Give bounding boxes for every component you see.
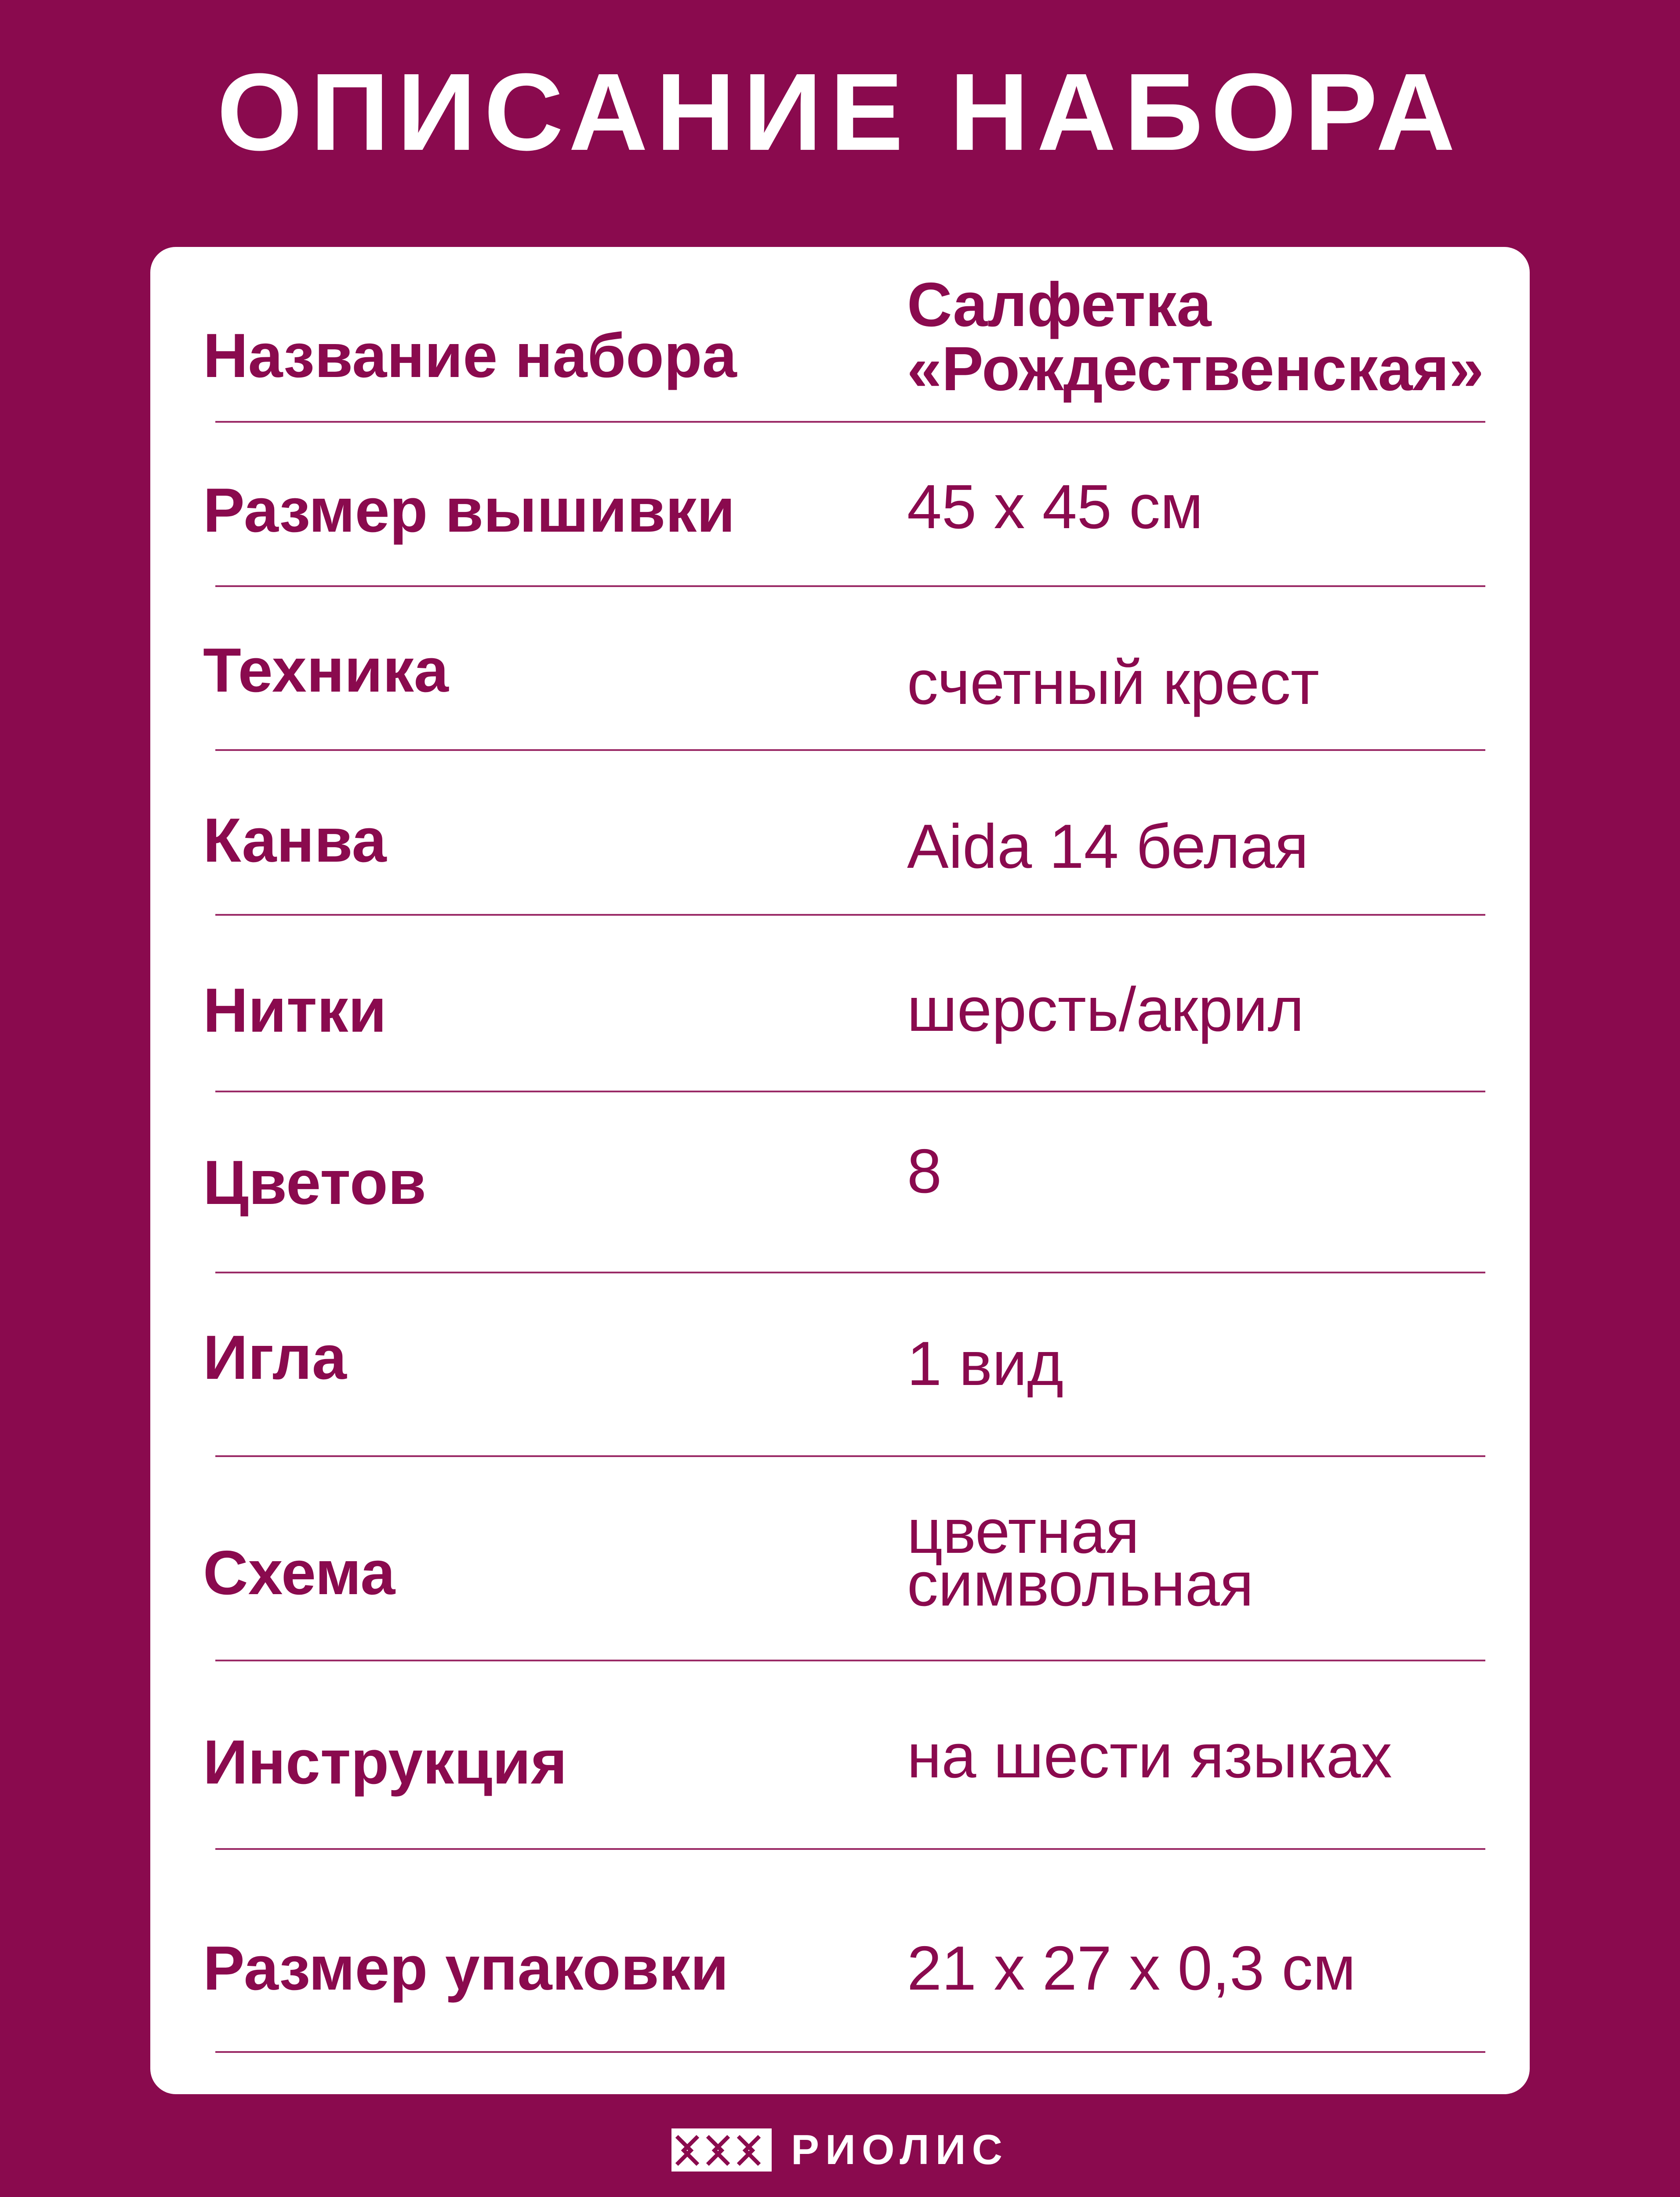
row-canvas [150,751,1530,917]
value-kit-name-line-2: «Рождественская» [907,334,1484,404]
label-embroidery-size: Размер вышивки [203,475,735,545]
value-chart-line-1: цветная [907,1497,1139,1566]
value-instruction: на шести языках [907,1721,1392,1791]
label-package-size: Размер упаковки [203,1933,729,2003]
value-needle: 1 вид [907,1329,1064,1399]
value-package-size: 21 х 27 х 0,3 см [907,1933,1356,2003]
value-colors: 8 [907,1136,942,1206]
label-kit-name: Название набора [203,321,737,391]
value-technique: счетный крест [907,648,1320,718]
row-instruction [150,1661,1530,1849]
label-needle: Игла [203,1323,347,1392]
row-technique [150,587,1530,753]
label-chart: Схема [203,1538,396,1608]
brand-name: РИОЛИС [791,2126,1009,2173]
brand-footer [0,2121,1680,2179]
label-canvas: Канва [203,805,387,875]
label-colors: Цветов [203,1148,426,1218]
riolis-logo-icon [671,2128,772,2172]
row-kit-name [150,247,1530,423]
value-canvas: Aida 14 белая [907,812,1309,881]
row-embroidery-size [150,423,1530,586]
label-technique: Техника [203,635,449,705]
row-package-size [150,1850,1530,2054]
divider-line [215,2051,1485,2053]
value-chart-line-2: символьная [907,1549,1254,1619]
row-threads [150,916,1530,1092]
page-title: ОПИСАНИЕ НАБОРА [217,51,1463,173]
row-colors [150,1092,1530,1273]
row-needle [150,1273,1530,1456]
label-threads: Нитки [203,975,387,1045]
row-chart [150,1457,1530,1662]
value-threads: шерсть/акрил [907,975,1304,1044]
value-kit-name-line-1: Салфетка [907,270,1212,340]
value-embroidery-size: 45 х 45 см [907,472,1203,542]
label-instruction: Инструкция [203,1727,567,1797]
kit-description-card [150,247,1530,2094]
